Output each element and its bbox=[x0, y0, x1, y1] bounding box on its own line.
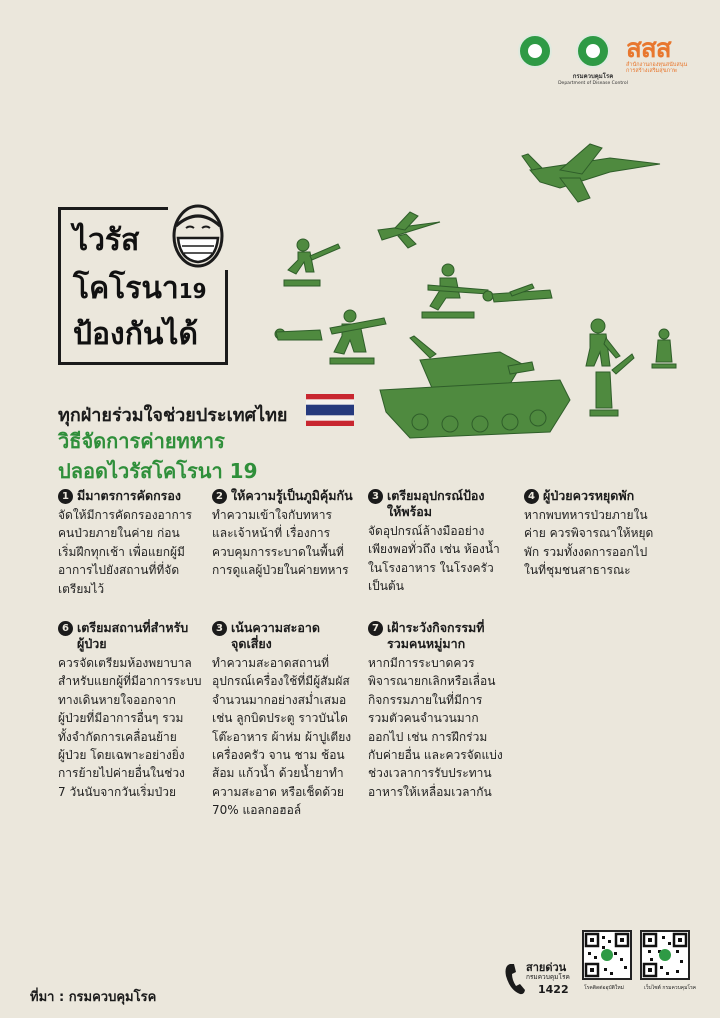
item-gatherings bbox=[368, 620, 518, 801]
hotline-number: 1422 bbox=[538, 983, 569, 996]
flag-stripe-blue bbox=[306, 405, 354, 416]
soldier-kneeling-icon bbox=[422, 264, 488, 318]
qr-code-1[interactable] bbox=[582, 930, 632, 980]
item-body: ทำความเข้าใจกับทหาร และเจ้าหน้าที่ เรื่องการ ควบคุมการระบาดในพื้นที่ การดูแลผู้ป่วยในค่ายทหาร bbox=[212, 508, 349, 578]
item-body: จัดให้มีการคัดกรองอาการ คนป่วยภายในค่าย ก่อน เริ่มฝึกทุกเช้า เพื่อแยกผู้มี อาการไปยังสถานที่ที่จัด เตรียมไว้ bbox=[58, 508, 192, 596]
item-number: 3 bbox=[212, 621, 227, 636]
item-patient-area bbox=[58, 620, 208, 801]
ddc-logo bbox=[558, 34, 628, 86]
source-credit: ที่มา : กรมควบคุมโรค bbox=[30, 990, 157, 1005]
item-screening bbox=[58, 488, 206, 598]
soldier-small-icon bbox=[652, 329, 676, 368]
item-body: หากพบทหารป่วยภายใน ค่าย ควรพิจารณาให้หยุด พัก รวมทั้งงดการออกไป ในที่ชุมชนสาธารณะ bbox=[524, 508, 654, 578]
title-line-2 bbox=[73, 271, 207, 306]
jet-small-icon bbox=[378, 212, 440, 248]
jet-large-icon bbox=[522, 144, 660, 202]
moph-logo bbox=[518, 34, 552, 68]
hotline-org: กรมควบคุมโรค bbox=[526, 973, 570, 981]
ddc-logo-caption-en: Department of Disease Control bbox=[558, 81, 628, 86]
qr-code-2[interactable] bbox=[640, 930, 690, 980]
masked-face-icon bbox=[168, 198, 228, 270]
item-number: 4 bbox=[524, 489, 539, 504]
phone-icon bbox=[504, 962, 526, 996]
item-title: มีมาตรการคัดกรอง bbox=[77, 488, 182, 503]
item-cleaning bbox=[212, 620, 367, 820]
item-body: ทำความสะอาดสถานที่ อุปกรณ์เครื่องใช้ที่มีผู้สัมผัส จำนวนมากอย่างสม่ำเสมอ เช่น ลูกบิดประตู ราวบันได โต๊ะอาหาร ผ้าห่ม ผ้าปูเตียง เครื่องครัว จาน ชาม ช้อน ส้อม แก้วน้ำ ด้วยน้ำยาทำ ความสะอาด หรือเช็ดด้วย 70% แอลกอฮอล์ bbox=[212, 656, 352, 818]
headline-line-2: วิธีจัดการค่ายทหาร bbox=[58, 429, 225, 453]
title-line-2-text: โคโรนา bbox=[73, 271, 179, 306]
item-title: เตรียมสถานที่สำหรับ ผู้ป่วย bbox=[77, 620, 189, 651]
title-line-2-number: 19 bbox=[178, 279, 207, 303]
tank-icon bbox=[380, 336, 570, 438]
item-body: ควรจัดเตรียมห้องพยาบาล สำหรับแยกผู้ที่มีอาการระบบ ทางเดินหายใจออกจาก ผู้ป่วยที่มีอาการอื่นๆ รวม ทั้งจำกัดการเคลื่อนย้าย ผู้ป่วย โดยเฉพาะอย่างยิ่ง การย้ายไปค่ายอื่นในช่วง 7 วันนับจากวันเริ่มป่วย bbox=[58, 656, 202, 799]
ddc-logo-caption: กรมควบคุมโรค bbox=[572, 73, 614, 80]
item-number: 7 bbox=[368, 621, 383, 636]
hotline-label: สายด่วน bbox=[526, 961, 567, 974]
title-line-3: ป้องกันได้ bbox=[73, 317, 198, 352]
item-equipment bbox=[368, 488, 518, 596]
soldier-prone-icon bbox=[483, 284, 552, 302]
item-title: เตรียมอุปกรณ์ป้อง ให้พร้อม bbox=[387, 488, 485, 519]
thai-flag-icon bbox=[306, 394, 354, 426]
item-number: 2 bbox=[212, 489, 227, 504]
soldier-standing-icon bbox=[586, 319, 634, 416]
headline-line-3: ปลอดไวรัสโคโรนา 19 bbox=[58, 459, 258, 483]
thaihealth-mark: สสส bbox=[626, 34, 671, 64]
hotline-block bbox=[504, 958, 576, 1002]
item-rest bbox=[524, 488, 684, 580]
thaihealth-caption-2: การสร้างเสริมสุขภาพ bbox=[626, 68, 677, 75]
title-line-1: ไวรัส bbox=[73, 223, 140, 258]
headline-line-1: ทุกฝ่ายร่วมใจช่วยประเทศไทย bbox=[58, 405, 288, 426]
item-title: ผู้ป่วยควรหยุดพัก bbox=[543, 488, 635, 503]
thaihealth-caption-1: สำนักงานกองทุนสนับสนุน bbox=[626, 62, 688, 68]
item-body: หากมีการระบาดควร พิจารณายกเลิกหรือเลื่อน กิจกรรมภายในที่มีการ รวมตัวคนจำนวนมาก ออกไป เช่น การฝึกร่วม กับค่ายอื่น และควรจัดแบ่ง ช่วงเวลาการรับประทาน อาหารให้เหลื่อมเวลากัน bbox=[368, 656, 503, 799]
item-number: 3 bbox=[368, 489, 383, 504]
item-body: จัดอุปกรณ์ล้างมืออย่าง เพียงพอทั่วถึง เช่น ห้องน้ำ ในโรงอาหาร ในโรงครัว เป็นต้น bbox=[368, 524, 500, 594]
soldier-crawling-icon bbox=[275, 329, 322, 340]
qr-caption-2: เว็บไซต์ กรมควบคุมโรค bbox=[644, 985, 697, 991]
qr-caption-1: โรคติดต่ออุบัติใหม่ bbox=[584, 985, 624, 991]
item-number: 1 bbox=[58, 489, 73, 504]
item-knowledge bbox=[212, 488, 367, 580]
item-title: ให้ความรู้เป็นภูมิคุ้มกัน bbox=[231, 488, 353, 503]
item-title: เน้นความสะอาด จุดเสี่ยง bbox=[231, 620, 320, 651]
title-box bbox=[58, 207, 228, 365]
item-title: เฝ้าระวังกิจกรรมที่ รวมคนหมู่มาก bbox=[387, 620, 485, 651]
soldier-bazooka-icon bbox=[330, 310, 386, 364]
thaihealth-logo bbox=[626, 36, 687, 75]
soldier-running-icon bbox=[284, 239, 340, 286]
item-number: 6 bbox=[58, 621, 73, 636]
